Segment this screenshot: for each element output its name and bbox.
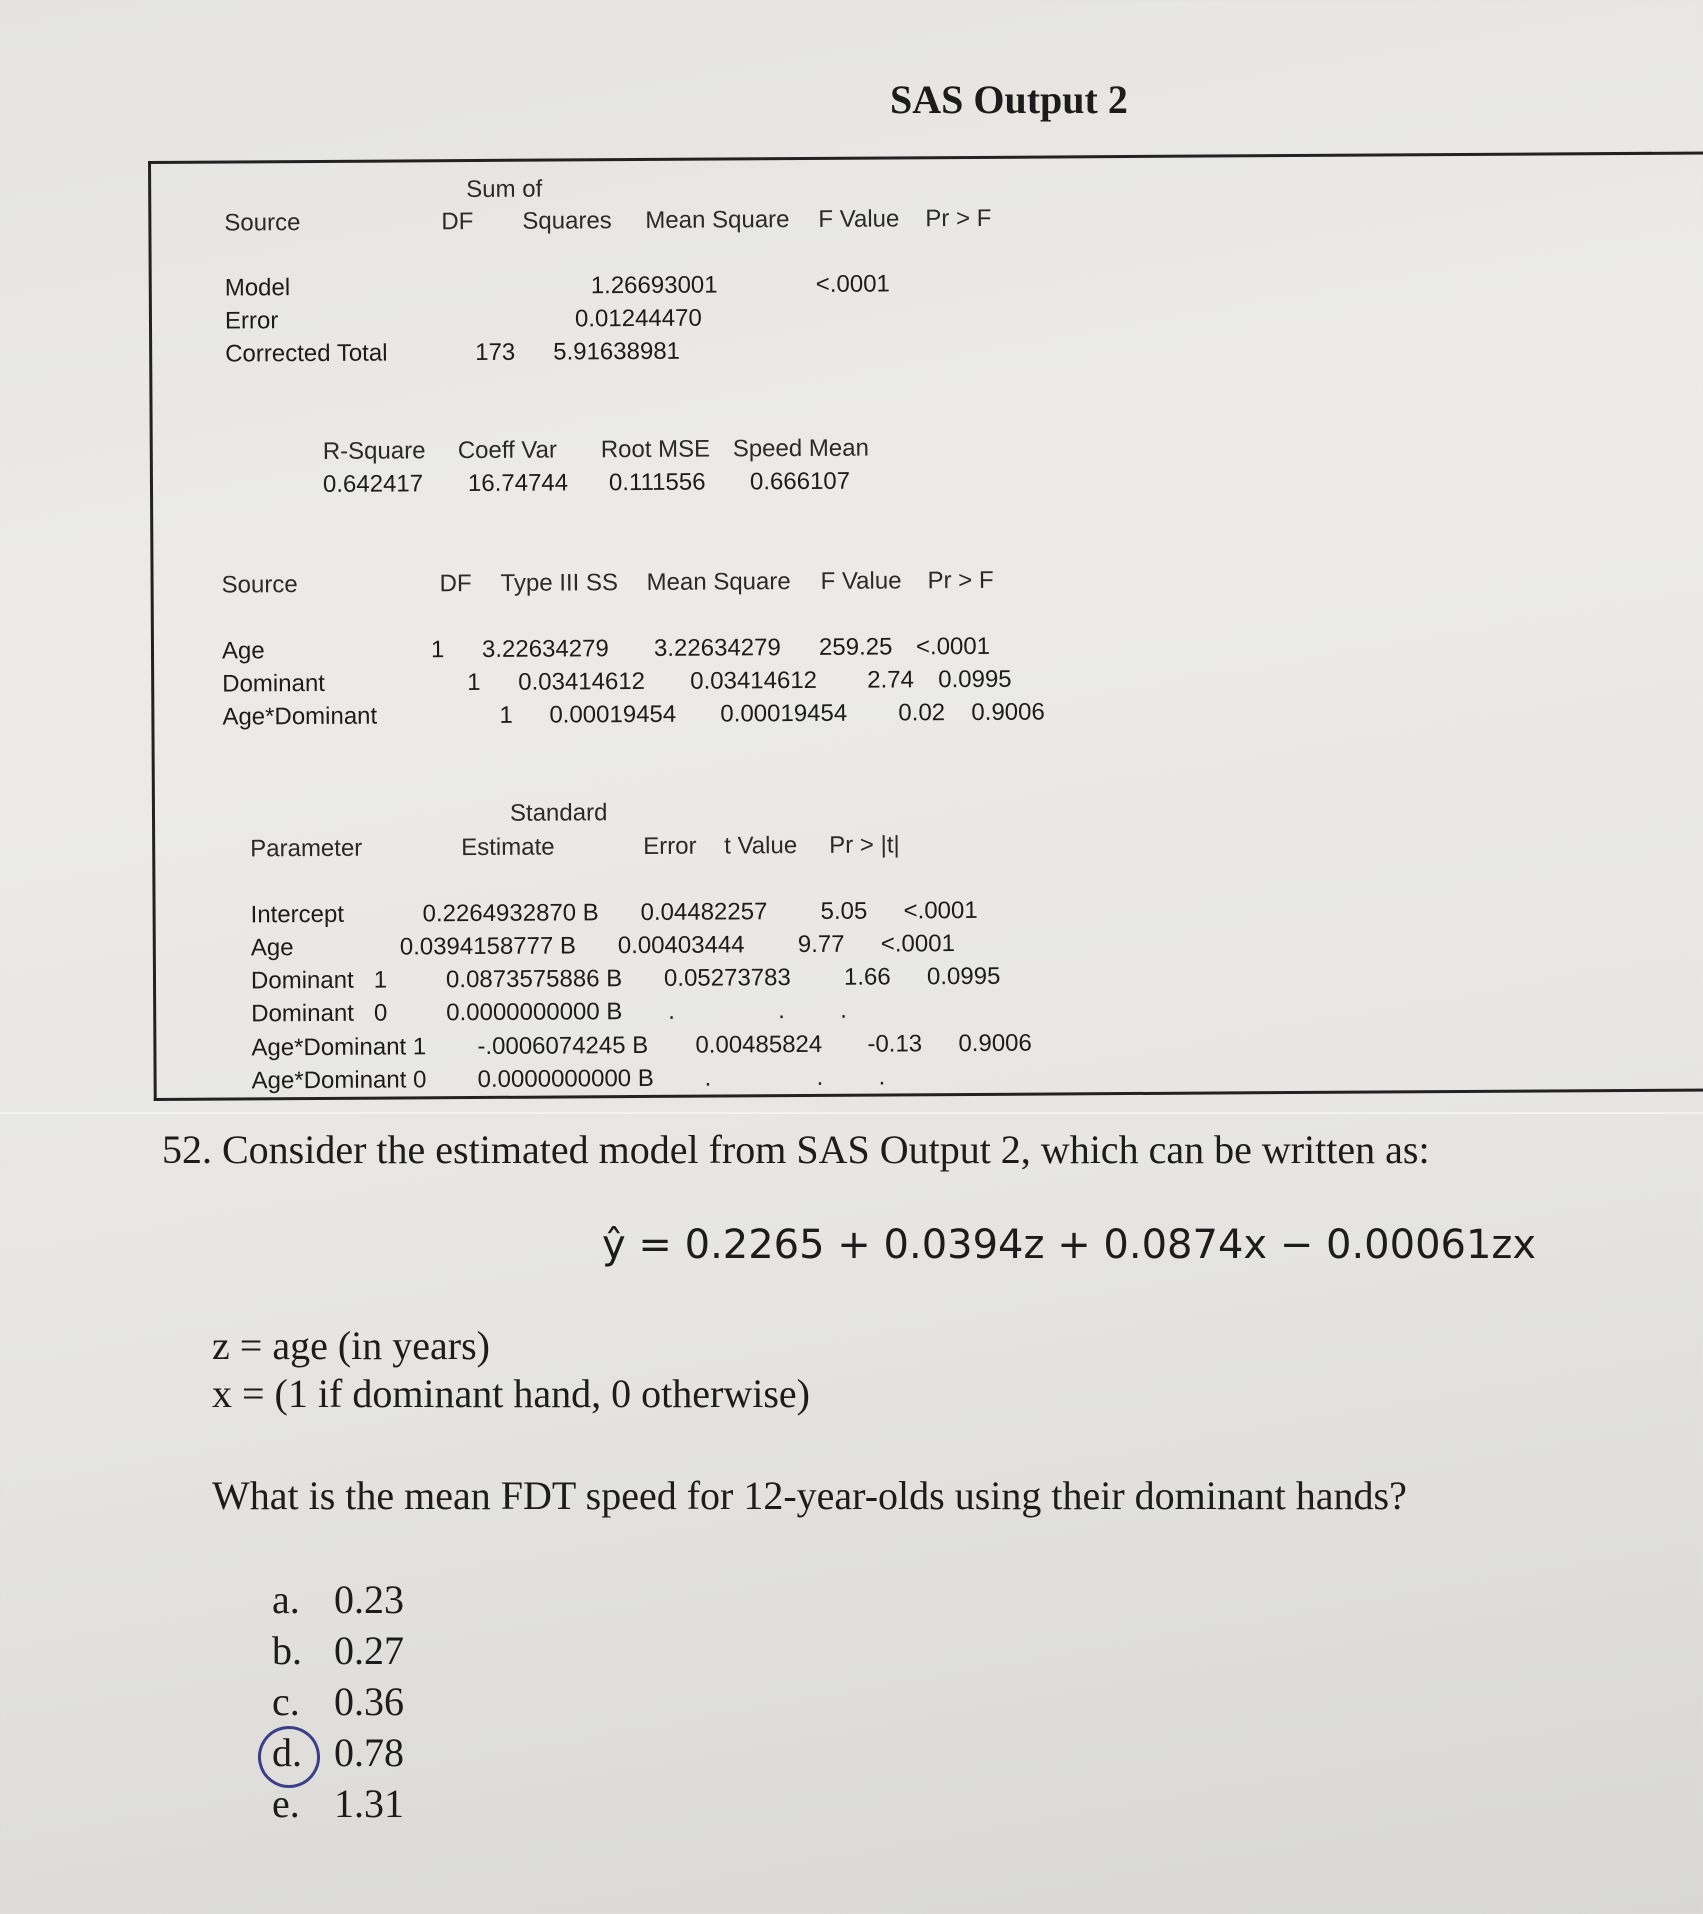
option-c[interactable] [272, 1678, 404, 1725]
param-row-se: 0.04482257 [640, 898, 768, 927]
param-row-estimate: 0.2264932870 B [422, 899, 599, 928]
type3-row-f: 259.25 [818, 633, 893, 661]
type3-header-f: F Value [820, 567, 902, 595]
option-value: 0.78 [334, 1730, 404, 1775]
type3-row-p: 0.0995 [938, 665, 1012, 694]
param-row-p: . [840, 996, 847, 1024]
type3-row-df: 1 [499, 701, 513, 729]
page-title: SAS Output 2 [890, 77, 1128, 122]
option-letter: d. [272, 1730, 302, 1775]
type3-header-ss: Type III SS [500, 569, 619, 597]
param-row-estimate: 0.0394158777 B [399, 932, 577, 961]
param-row-estimate: 0.0873575886 B [445, 965, 623, 994]
type3-header-p: Pr > F [927, 566, 994, 595]
param-row-estimate: 0.0000000000 B [446, 998, 623, 1027]
param-row-name: Dominant 0 [251, 999, 388, 1028]
anova-row-source: Error [224, 307, 279, 335]
fit-header-coeffvar: Coeff Var [457, 436, 558, 465]
param-row-t: -0.13 [867, 1030, 923, 1058]
option-letter: e. [272, 1781, 300, 1826]
fit-header-speedmean: Speed Mean [732, 434, 869, 463]
option-value: 0.23 [334, 1577, 404, 1622]
anova-row-source: Model [224, 274, 291, 302]
type3-row-ss: 0.00019454 [549, 700, 677, 729]
anova-header-mean-square: Mean Square [645, 206, 790, 234]
anova-row-p: <.0001 [815, 270, 890, 298]
fit-value-rootmse: 0.111556 [608, 468, 706, 497]
anova-header-source: Source [224, 209, 301, 237]
param-row-estimate: 0.0000000000 B [477, 1064, 654, 1094]
param-row-se: 0.05273783 [663, 964, 791, 992]
param-row-p: . [878, 1063, 886, 1091]
param-row-se: . [704, 1064, 712, 1092]
param-row-t: . [778, 997, 785, 1025]
param-row-t: 1.66 [843, 963, 891, 991]
type3-row-ms: 3.22634279 [653, 634, 781, 662]
fit-value-coeffvar: 16.74744 [467, 469, 569, 498]
param-row-name: Age*Dominant 1 [251, 1033, 427, 1062]
type3-header-ms: Mean Square [646, 568, 791, 596]
type3-row-f: 0.02 [898, 699, 946, 727]
fit-header-rsquare: R-Square [322, 437, 426, 465]
param-row-p: <.0001 [880, 930, 955, 958]
param-row-se: 0.00403444 [617, 931, 745, 960]
option-letter: a. [272, 1577, 300, 1622]
type3-row-source: Age [221, 637, 265, 665]
option-value: 0.36 [334, 1679, 404, 1724]
param-row-p: 0.9006 [958, 1029, 1032, 1058]
type3-row-ss: 3.22634279 [481, 635, 609, 663]
definition-x: x = (1 if dominant hand, 0 otherwise) [212, 1371, 810, 1416]
type3-row-p: <.0001 [915, 632, 991, 661]
anova-row-ms: 1.26693001 [590, 271, 718, 300]
param-row-se: 0.00485824 [695, 1030, 823, 1059]
type3-row-df: 1 [430, 636, 445, 664]
type3-header-df: DF [439, 570, 472, 598]
anova-header-df: DF [441, 208, 474, 236]
param-row-p: 0.0995 [926, 962, 1001, 991]
question-stem: 52. Consider the estimated model from SAS Output 2, which can be written as: [162, 1127, 1430, 1172]
option-a[interactable] [272, 1576, 404, 1623]
params-header-estimate: Estimate [461, 833, 555, 862]
param-row-p: <.0001 [903, 896, 978, 925]
anova-header-sum-of: Sum of [466, 175, 543, 204]
option-e[interactable] [272, 1780, 404, 1827]
anova-row-ms: 0.01244470 [574, 304, 702, 333]
param-row-name: Intercept [250, 900, 345, 929]
type3-row-source: Dominant [222, 669, 325, 698]
type3-row-ms: 0.03414612 [690, 666, 818, 695]
fit-header-rootmse: Root MSE [600, 435, 711, 464]
anova-row-df: 173 [475, 338, 516, 367]
param-row-se: . [668, 997, 675, 1025]
param-row-t: 9.77 [797, 930, 845, 959]
params-header-t: t Value [724, 832, 798, 860]
paper-fold [0, 1112, 1703, 1114]
fit-value-rsquare: 0.642417 [322, 470, 424, 498]
anova-header-pr-f: Pr > F [925, 204, 992, 233]
model-equation: ŷ = 0.2265 + 0.0394z + 0.0874x − 0.00061zx [602, 1222, 1537, 1268]
param-row-t: 5.05 [820, 897, 868, 925]
anova-header-squares: Squares [522, 207, 612, 235]
definition-z: z = age (in years) [212, 1323, 490, 1368]
option-value: 0.27 [334, 1628, 404, 1673]
param-row-name: Age*Dominant 0 [251, 1066, 427, 1095]
option-letter: c. [272, 1679, 300, 1724]
question-prompt: What is the mean FDT speed for 12-year-olds using their dominant hands? [212, 1473, 1407, 1518]
param-row-t: . [816, 1063, 824, 1091]
param-row-estimate: -.0006074245 B [477, 1031, 649, 1061]
param-row-name: Dominant 1 [250, 966, 388, 995]
option-letter: b. [272, 1628, 302, 1673]
anova-row-source: Corrected Total [225, 339, 388, 368]
option-value: 1.31 [334, 1781, 404, 1826]
type3-header-source: Source [221, 571, 298, 599]
params-header-p: Pr > |t| [829, 831, 900, 859]
type3-row-ms: 0.00019454 [720, 699, 848, 728]
type3-row-p: 0.9006 [971, 698, 1045, 726]
params-header-error: Error [643, 832, 697, 860]
params-header-standard: Standard [509, 799, 608, 827]
anova-header-f-value: F Value [818, 205, 900, 233]
type3-row-source: Age*Dominant [222, 702, 378, 731]
type3-row-df: 1 [467, 668, 481, 697]
type3-row-ss: 0.03414612 [518, 667, 646, 696]
param-row-name: Age [250, 934, 294, 962]
params-header-parameter: Parameter [250, 834, 363, 863]
sas-output-box [148, 151, 1703, 1101]
type3-row-f: 2.74 [867, 666, 914, 694]
option-b[interactable] [272, 1627, 404, 1674]
anova-row-ss: 5.91638981 [553, 337, 681, 366]
fit-value-speedmean: 0.666107 [749, 467, 851, 496]
